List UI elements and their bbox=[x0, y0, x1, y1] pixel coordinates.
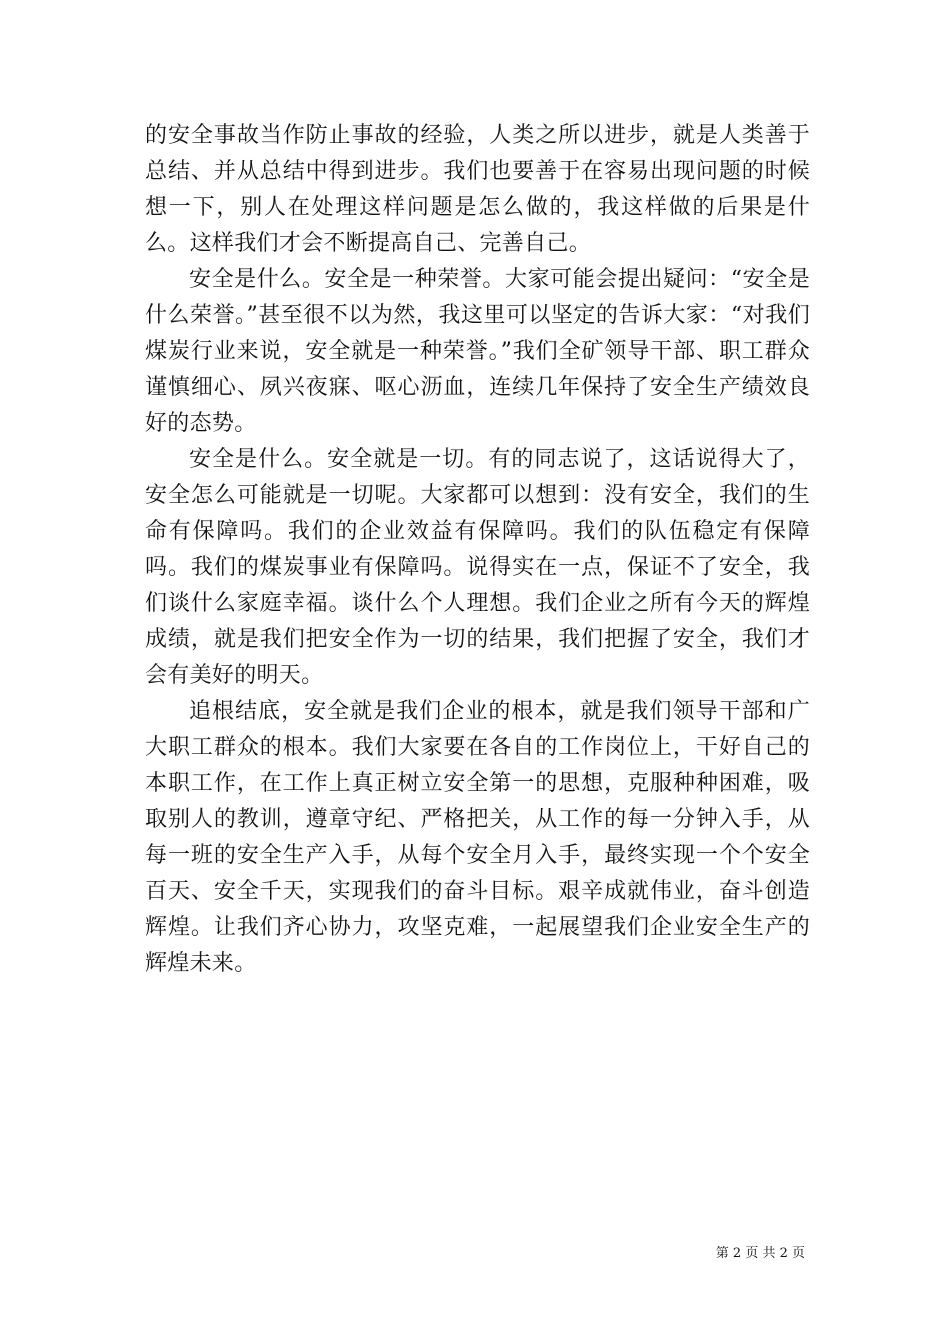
page-number-footer: 第 2 页 共 2 页 bbox=[715, 1246, 805, 1261]
paragraph-continued: 的安全事故当作防止事故的经验，人类之所以进步，就是人类善于总结、并从总结中得到进步。我们也要善于在容易出现问题的时候想一下，别人在处理这样问题是怎么做的，我这样做的后果是什么。这样我们才会不断提高自己、完善自己。 bbox=[145, 123, 810, 256]
paragraph-everything: 安全是什么。安全就是一切。有的同志说了，这话说得大了，安全怎么可能就是一切呢。大家都可以想到：没有安全，我们的生命有保障吗。我们的企业效益有保障吗。我们的队伍稳定有保障吗。我们的煤炭事业有保障吗。说得实在一点，保证不了安全，我们谈什么家庭幸福。谈什么个人理想。我们企业之所有今天的辉煌成绩，就是我们把安全作为一切的结果，我们把握了安全，我们才会有美好的明天。 bbox=[145, 447, 810, 688]
paragraph-honor: 安全是什么。安全是一种荣誉。大家可能会提出疑问：“安全是什么荣誉。”甚至很不以为然，我这里可以坚定的告诉大家：“对我们煤炭行业来说，安全就是一种荣誉。”我们全矿领导干部、职工群众谨慎细心、夙兴夜寐、呕心沥血，连续几年保持了安全生产绩效良好的态势。 bbox=[145, 267, 810, 436]
document-body bbox=[145, 118, 810, 982]
paragraph-conclusion: 追根结底，安全就是我们企业的根本，就是我们领导干部和广大职工群众的根本。我们大家要在各自的工作岗位上，干好自己的本职工作，在工作上真正树立安全第一的思想，克服种种困难，吸取别人的教训，遵章守纪、严格把关，从工作的每一分钟入手，从每一班的安全生产入手，从每个安全月入手，最终实现一个个安全百天、安全千天，实现我们的奋斗目标。艰辛成就伟业，奋斗创造辉煌。让我们齐心协力，攻坚克难，一起展望我们企业安全生产的辉煌未来。 bbox=[145, 699, 810, 976]
